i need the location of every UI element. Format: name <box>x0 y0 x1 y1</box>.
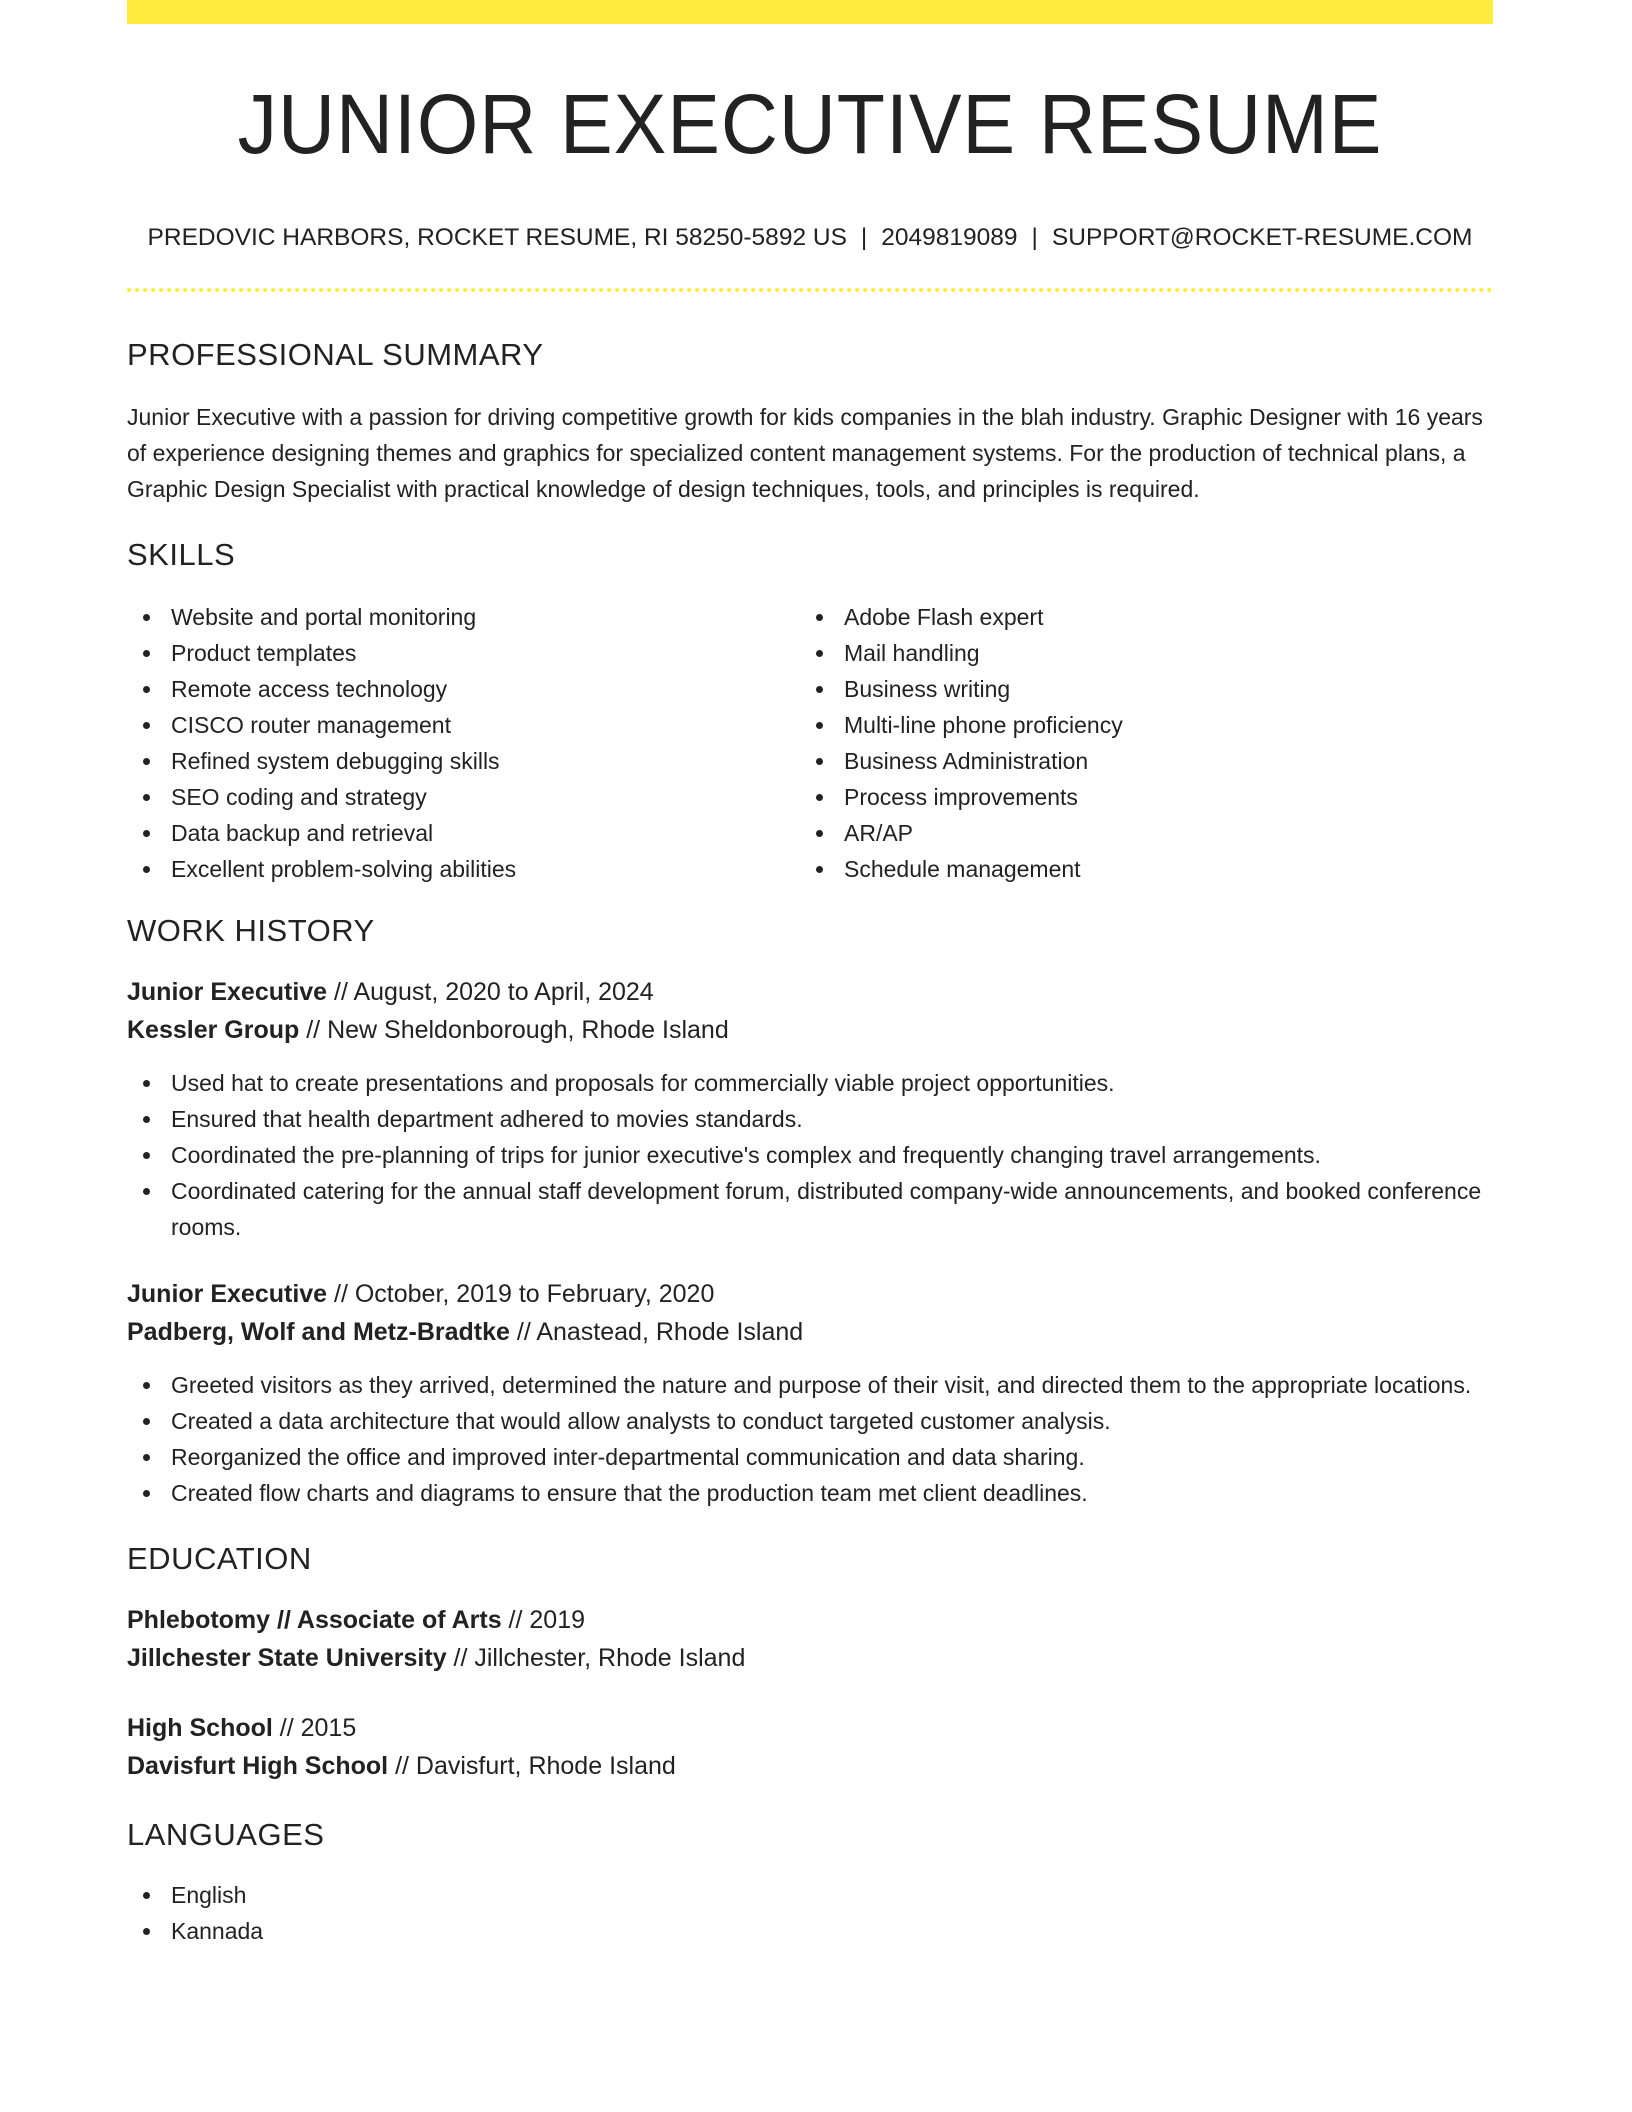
job-header <box>127 973 1493 1049</box>
education-degree: Phlebotomy // Associate of Arts <box>127 1606 502 1634</box>
skills-list-left <box>127 599 800 887</box>
job-duty-item: Greeted visitors as they arrived, determined the nature and purpose of their visit, and directed them to the appropriate locations. <box>127 1367 1493 1403</box>
job-dates: // August, 2020 to April, 2024 <box>327 978 654 1006</box>
skill-item: Schedule management <box>800 851 1473 887</box>
job-role-line <box>127 973 1493 1011</box>
education-entry <box>127 1709 1493 1785</box>
contact-email: SUPPORT@ROCKET-RESUME.COM <box>1051 224 1473 251</box>
job-company: Kessler Group <box>127 1016 300 1044</box>
work-history-heading: WORK HISTORY <box>127 913 375 948</box>
education-location: // Davisfurt, Rhode Island <box>388 1752 676 1780</box>
job-duties-list <box>127 1367 1493 1511</box>
skill-item: Mail handling <box>800 635 1473 671</box>
skill-item: Excellent problem-solving abilities <box>127 851 800 887</box>
job-duties-list <box>127 1065 1493 1245</box>
summary-heading: PROFESSIONAL SUMMARY <box>127 337 544 372</box>
skill-item: SEO coding and strategy <box>127 779 800 815</box>
contact-line <box>127 224 1493 252</box>
contact-phone: 2049819089 <box>881 224 1018 251</box>
job-duty-item: Used hat to create presentations and proposals for commercially viable project opportunities. <box>127 1065 1493 1101</box>
education-location: // Jillchester, Rhode Island <box>446 1644 746 1672</box>
job-company: Padberg, Wolf and Metz-Bradtke <box>127 1318 510 1346</box>
education-degree-line <box>127 1601 1493 1639</box>
skill-item: AR/AP <box>800 815 1473 851</box>
skills-heading: SKILLS <box>127 537 236 572</box>
skill-item: Remote access technology <box>127 671 800 707</box>
education-entry <box>127 1601 1493 1677</box>
contact-separator: | <box>1031 224 1038 251</box>
resume-page <box>127 0 1493 1949</box>
job-role: Junior Executive <box>127 978 328 1006</box>
job-header <box>127 1275 1493 1351</box>
skill-item: Refined system debugging skills <box>127 743 800 779</box>
languages-list <box>127 1877 1493 1949</box>
job-company-line <box>127 1011 1493 1049</box>
education-degree-line <box>127 1709 1493 1747</box>
skill-item: CISCO router management <box>127 707 800 743</box>
skill-item: Business writing <box>800 671 1473 707</box>
job-company-line <box>127 1313 1493 1351</box>
education-degree: High School <box>127 1714 273 1742</box>
job-dates: // October, 2019 to February, 2020 <box>327 1280 715 1308</box>
education-school: Davisfurt High School <box>127 1752 389 1780</box>
resume-title: JUNIOR EXECUTIVE RESUME <box>237 77 1383 171</box>
job-role-line <box>127 1275 1493 1313</box>
contact-separator: | <box>860 224 868 251</box>
education-school-line <box>127 1747 1493 1785</box>
skills-grid <box>127 599 1493 887</box>
skill-item: Process improvements <box>800 779 1473 815</box>
top-accent-bar <box>127 0 1493 24</box>
contact-address: PREDOVIC HARBORS, ROCKET RESUME, RI 58250-5892 US <box>147 224 847 251</box>
education-school-line <box>127 1639 1493 1677</box>
skill-item: Product templates <box>127 635 800 671</box>
job-duty-item: Coordinated the pre-planning of trips for junior executive's complex and frequently changing travel arrangements. <box>127 1137 1493 1173</box>
education-heading: EDUCATION <box>127 1541 312 1576</box>
skill-item: Multi-line phone proficiency <box>800 707 1473 743</box>
skill-item: Data backup and retrieval <box>127 815 800 851</box>
job-location: // New Sheldonborough, Rhode Island <box>299 1016 729 1044</box>
job-role: Junior Executive <box>127 1280 328 1308</box>
job-location: // Anastead, Rhode Island <box>509 1318 804 1346</box>
education-year: // 2015 <box>272 1714 357 1742</box>
job-duty-item: Created a data architecture that would allow analysts to conduct targeted customer analysis. <box>127 1403 1493 1439</box>
job-duty-item: Created flow charts and diagrams to ensure that the production team met client deadlines. <box>127 1475 1493 1511</box>
job-duty-item: Coordinated catering for the annual staff development forum, distributed company-wide announcements, and booked conference rooms. <box>127 1173 1493 1245</box>
skills-list-right <box>800 599 1473 887</box>
education-year: // 2019 <box>501 1606 586 1634</box>
skill-item: Website and portal monitoring <box>127 599 800 635</box>
job-duty-item: Ensured that health department adhered to movies standards. <box>127 1101 1493 1137</box>
job-duty-item: Reorganized the office and improved inter-departmental communication and data sharing. <box>127 1439 1493 1475</box>
education-school: Jillchester State University <box>127 1644 447 1672</box>
language-item: English <box>127 1877 1493 1913</box>
language-item: Kannada <box>127 1913 1493 1949</box>
skill-item: Business Administration <box>800 743 1473 779</box>
skill-item: Adobe Flash expert <box>800 599 1473 635</box>
languages-heading: LANGUAGES <box>127 1817 325 1852</box>
dotted-divider <box>127 288 1493 292</box>
summary-text: Junior Executive with a passion for driving competitive growth for kids companies in the blah industry. Graphic Designer with 16 years of experience designing themes and graphics for specialized content management systems. For the production of technical plans, a Graphic Design Specialist with practical knowledge of design techniques, tools, and principles is required. <box>127 404 1483 502</box>
